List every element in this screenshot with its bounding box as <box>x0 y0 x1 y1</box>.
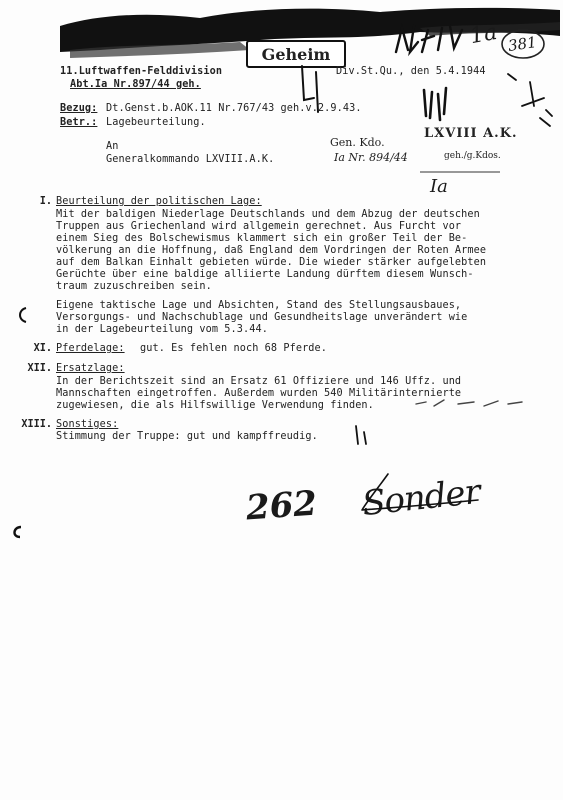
section1-line: auf dem Balkan Einhalt gebieten würde. Die wieder stärker aufgelebten <box>56 257 487 268</box>
section1-line: Gerüchte über eine baldige alliierte Landung dürftem diesem Wunsch- <box>56 269 474 280</box>
section11-heading: Pferdelage: <box>56 343 125 354</box>
file-number: Abt.Ia Nr.897/44 geh. <box>70 79 201 90</box>
punch-hole-mark <box>16 306 30 324</box>
section1-numeral: I. <box>39 196 52 207</box>
section1-line: einem Sieg des Bolschewismus klammert sich ein großer Teil der Be- <box>56 233 468 244</box>
section11-text: gut. Es fehlen noch 68 Pferde. <box>140 343 328 354</box>
section12-line: zugewiesen, die als Hilfswillige Verwendung finden. <box>56 400 374 411</box>
signature: Sonder <box>360 471 482 525</box>
signature-flourish <box>358 470 488 520</box>
section1-line: Truppen aus Griechenland wird allgemein gerechnet. Aus Furcht vor <box>56 221 462 232</box>
place-date: Div.St.Qu., den 5.4.1944 <box>336 66 486 77</box>
stamp-rule-line <box>420 170 500 174</box>
receipt-stamp-corps: LXVIII A.K. <box>424 126 518 141</box>
section13-heading: Sonstiges: <box>56 419 119 430</box>
unit-name: 11.Luftwaffen-Felddivision <box>60 66 223 77</box>
handwritten-scribble-icon <box>392 22 472 58</box>
bezug-text: Dt.Genst.b.AOK.11 Nr.767/43 geh.v.2.9.43. <box>106 103 362 114</box>
handwritten-ia: Ia <box>430 176 448 197</box>
betr-text: Lagebeurteilung. <box>106 117 206 128</box>
receipt-stamp-line3: geh./g.Kdos. <box>444 151 501 161</box>
page-number: 381 <box>506 33 538 55</box>
handwritten-scribble-icon <box>418 86 458 126</box>
bezug-label: Bezug: <box>60 103 98 114</box>
betr-label: Betr.: <box>60 117 98 128</box>
section12-numeral: XII. <box>27 363 52 374</box>
handwritten-1a: 1a <box>468 19 500 50</box>
receipt-stamp-line2: Ia Nr. 894/44 <box>334 151 408 164</box>
addressee-name: Generalkommando LXVIII.A.K. <box>106 154 275 165</box>
punch-hole-mark <box>10 524 24 540</box>
section12-line: Mannschaften eingetroffen. Außerdem wurden 540 Militärinternierte <box>56 388 462 399</box>
section12-line: In der Berichtszeit sind an Ersatz 61 Offiziere und 146 Uffz. und <box>56 376 462 387</box>
section1-line: Mit der baldigen Niederlage Deutschlands und dem Abzug der deutschen <box>56 209 480 220</box>
section12-heading: Ersatzlage: <box>56 363 125 374</box>
paragraph2-line: in der Lagebeurteilung vom 5.3.44. <box>56 324 268 335</box>
section1-heading: Beurteilung der politischen Lage: <box>56 196 262 207</box>
secret-stamp: Geheim <box>246 40 346 68</box>
addressee-an: An <box>106 141 119 152</box>
paragraph2-line: Versorgungs- und Nachschublage und Gesundheitslage unverändert wie <box>56 312 468 323</box>
section1-line: traum zuzuschreiben sein. <box>56 281 212 292</box>
section13-numeral: XIII. <box>21 419 52 430</box>
paragraph2-line: Eigene taktische Lage und Absichten, Stand des Stellungsausbaues, <box>56 300 462 311</box>
receipt-stamp-line1: Gen. Kdo. <box>330 136 385 149</box>
section11-numeral: XI. <box>33 343 52 354</box>
handwritten-scribble-icon <box>414 396 524 410</box>
section13-text: Stimmung der Truppe: gut und kampffreudig. <box>56 431 318 442</box>
handwritten-number: 262 <box>244 483 319 529</box>
section1-line: völkerung an die Hoffnung, daß England dem Vordringen der Roten Armee <box>56 245 487 256</box>
handwritten-mark-icon <box>352 424 372 446</box>
